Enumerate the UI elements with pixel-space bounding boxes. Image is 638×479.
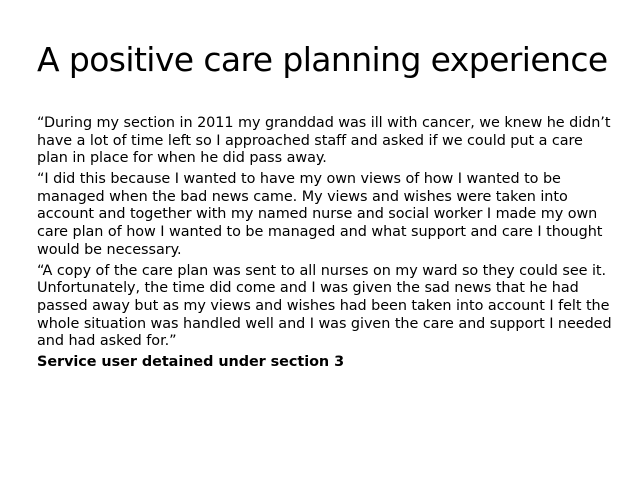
- slide-title: A positive care planning experience: [37, 40, 608, 79]
- quote-paragraph-1: “During my section in 2011 my granddad was ill with cancer, we knew he didn’t have a lot of time left so I approached staff and asked if we could put a care plan in place for when he did pass away.: [37, 115, 611, 167]
- quote-paragraph-3: “A copy of the care plan was sent to all nurses on my ward so they could see it. Unfortunately, the time did come and I was given the sad news that he had passed away but as my views and wishes had been taken into account I felt the whole situation was handled well and I was given the care and support I needed and had asked for.”: [37, 262, 612, 350]
- slide-body: [37, 115, 617, 372]
- quote-paragraph-2: “I did this because I wanted to have my own views of how I wanted to be managed when the bad news came. My views and wishes were taken into account and together with my named nurse and social worker I made my own care plan of how I wanted to be managed and what support and care I thought would be necessary.: [37, 171, 603, 258]
- quote-attribution: Service user detained under section 3: [37, 354, 345, 371]
